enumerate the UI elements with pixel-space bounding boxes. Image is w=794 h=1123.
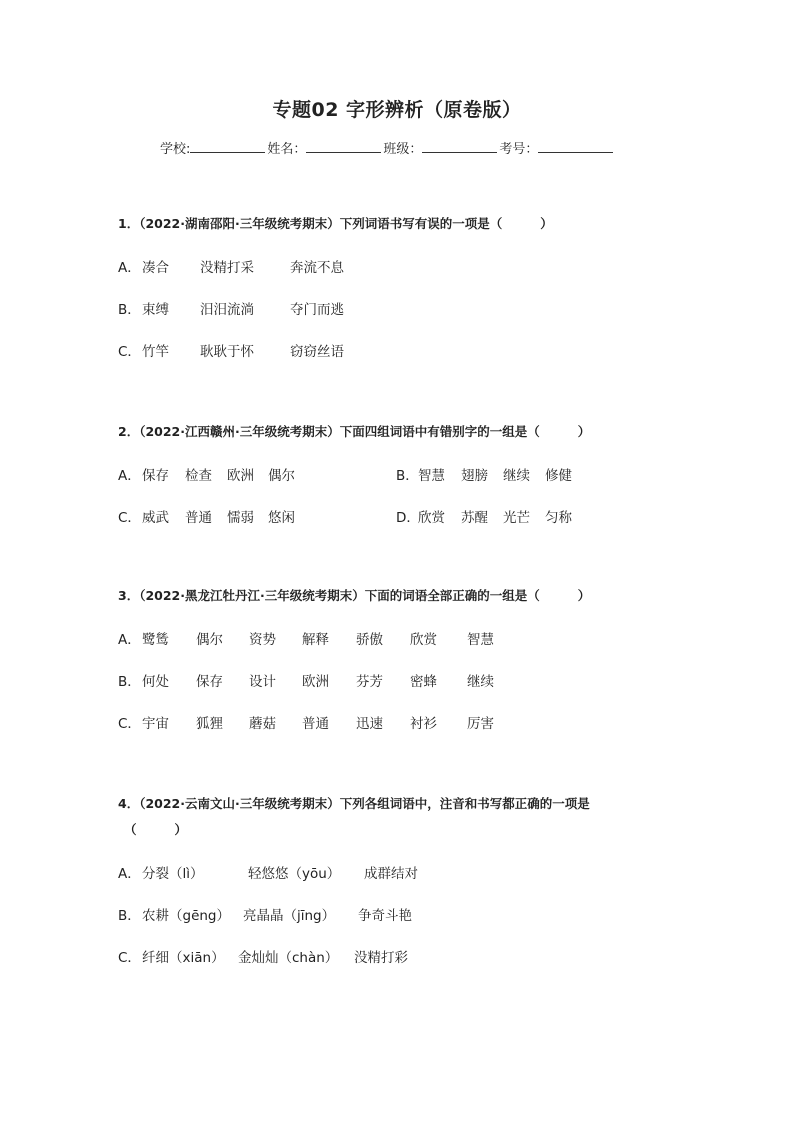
option-word: 普通 bbox=[302, 716, 329, 732]
class-blank[interactable] bbox=[422, 140, 497, 153]
option-word: 束缚 bbox=[142, 302, 169, 318]
option-word: 欣赏 bbox=[418, 510, 445, 526]
option-word: 资势 bbox=[249, 632, 276, 648]
page-title: 专题02 字形辨析（原卷版） bbox=[272, 99, 522, 121]
option-word: 继续 bbox=[467, 674, 494, 690]
option-word: 轻悠悠（yōu） bbox=[248, 866, 341, 882]
option-word: 骄傲 bbox=[356, 632, 383, 648]
option-word: 密蜂 bbox=[410, 674, 437, 690]
option-word: 农耕（gēng） bbox=[142, 908, 231, 924]
option-word: 智慧 bbox=[418, 468, 445, 484]
question-2-stem bbox=[118, 422, 590, 440]
option-word: 普通 bbox=[185, 510, 212, 526]
question-1-text: 1．（2022·湖南邵阳·三年级统考期末）下列词语书写有误的一项是（ bbox=[118, 216, 503, 231]
option-letter: A． bbox=[118, 260, 141, 276]
open-paren: （ bbox=[124, 822, 137, 837]
option-word: 窃窃丝语 bbox=[290, 344, 344, 360]
option-word: 偶尔 bbox=[196, 632, 223, 648]
student-info-line bbox=[160, 138, 615, 157]
option-word: 分裂（lì） bbox=[142, 866, 204, 882]
option-letter: A． bbox=[118, 866, 141, 882]
option-letter: C． bbox=[118, 716, 141, 732]
option-word: 设计 bbox=[249, 674, 276, 690]
option-word: 凑合 bbox=[142, 260, 169, 276]
option-word: 修健 bbox=[545, 468, 572, 484]
option-word: 懦弱 bbox=[227, 510, 254, 526]
option-letter: A． bbox=[118, 468, 141, 484]
option-word: 悠闲 bbox=[268, 510, 295, 526]
option-word: 耿耿于怀 bbox=[200, 344, 254, 360]
exam-number-label: 考号： bbox=[499, 142, 539, 157]
option-word: 金灿灿（chàn） bbox=[238, 950, 339, 966]
option-word: 检查 bbox=[185, 468, 212, 484]
option-word: 迅速 bbox=[356, 716, 383, 732]
option-word: 奔流不息 bbox=[290, 260, 344, 276]
option-word: 解释 bbox=[302, 632, 329, 648]
option-word: 保存 bbox=[142, 468, 169, 484]
option-word: 蘑菇 bbox=[249, 716, 276, 732]
option-letter: C． bbox=[118, 510, 141, 526]
option-word: 何处 bbox=[142, 674, 169, 690]
option-word: 威武 bbox=[142, 510, 169, 526]
option-letter: B． bbox=[118, 674, 141, 690]
option-letter: C． bbox=[118, 950, 141, 966]
name-blank[interactable] bbox=[306, 140, 381, 153]
option-word: 欣赏 bbox=[410, 632, 437, 648]
question-4-text: 4．（2022·云南文山·三年级统考期末）下列各组词语中，注音和书写都正确的一项是 bbox=[118, 796, 590, 811]
name-label: 姓名： bbox=[267, 142, 307, 157]
school-label: 学校: bbox=[160, 142, 191, 157]
close-paren: ） bbox=[577, 424, 591, 439]
option-word: 衬衫 bbox=[410, 716, 437, 732]
question-2-text: 2．（2022·江西赣州·三年级统考期末）下面四组词语中有错别字的一组是（ bbox=[118, 424, 540, 439]
option-letter: C． bbox=[118, 344, 141, 360]
option-word: 夺门而逃 bbox=[290, 302, 344, 318]
option-word: 厉害 bbox=[467, 716, 494, 732]
option-word: 欧洲 bbox=[302, 674, 329, 690]
option-word: 宇宙 bbox=[142, 716, 169, 732]
option-word: 汨汨流淌 bbox=[200, 302, 254, 318]
close-paren: ） bbox=[174, 822, 188, 837]
question-4-answer-paren bbox=[124, 820, 187, 838]
question-3-stem bbox=[118, 586, 590, 604]
question-4-stem bbox=[118, 794, 590, 812]
option-word: 翅膀 bbox=[461, 468, 488, 484]
option-word: 继续 bbox=[503, 468, 530, 484]
option-word: 成群结对 bbox=[364, 866, 418, 882]
option-letter: D． bbox=[396, 510, 420, 526]
close-paren: ） bbox=[577, 588, 591, 603]
option-word: 苏醒 bbox=[461, 510, 488, 526]
exam-number-blank[interactable] bbox=[538, 140, 613, 153]
option-word: 亮晶晶（jīng） bbox=[243, 908, 336, 924]
question-3-text: 3．（2022·黑龙江牡丹江·三年级统考期末）下面的词语全部正确的一组是（ bbox=[118, 588, 540, 603]
option-word: 智慧 bbox=[467, 632, 494, 648]
option-word: 没精打采 bbox=[200, 260, 254, 276]
option-word: 狐狸 bbox=[196, 716, 223, 732]
question-1-stem bbox=[118, 214, 553, 232]
option-word: 芬芳 bbox=[356, 674, 383, 690]
option-word: 纤细（xiān） bbox=[142, 950, 225, 966]
option-letter: B． bbox=[118, 302, 141, 318]
option-word: 欧洲 bbox=[227, 468, 254, 484]
option-letter: A． bbox=[118, 632, 141, 648]
option-word: 偶尔 bbox=[268, 468, 295, 484]
option-word: 光芒 bbox=[503, 510, 530, 526]
option-word: 鹭鸶 bbox=[142, 632, 169, 648]
option-word: 保存 bbox=[196, 674, 223, 690]
option-letter: B． bbox=[396, 468, 419, 484]
option-word: 竹竿 bbox=[142, 344, 169, 360]
option-letter: B． bbox=[118, 908, 141, 924]
option-word: 匀称 bbox=[545, 510, 572, 526]
option-word: 没精打彩 bbox=[354, 950, 408, 966]
school-blank[interactable] bbox=[190, 140, 265, 153]
option-word: 争奇斗艳 bbox=[358, 908, 412, 924]
close-paren: ） bbox=[540, 216, 553, 231]
class-label: 班级： bbox=[383, 142, 423, 157]
